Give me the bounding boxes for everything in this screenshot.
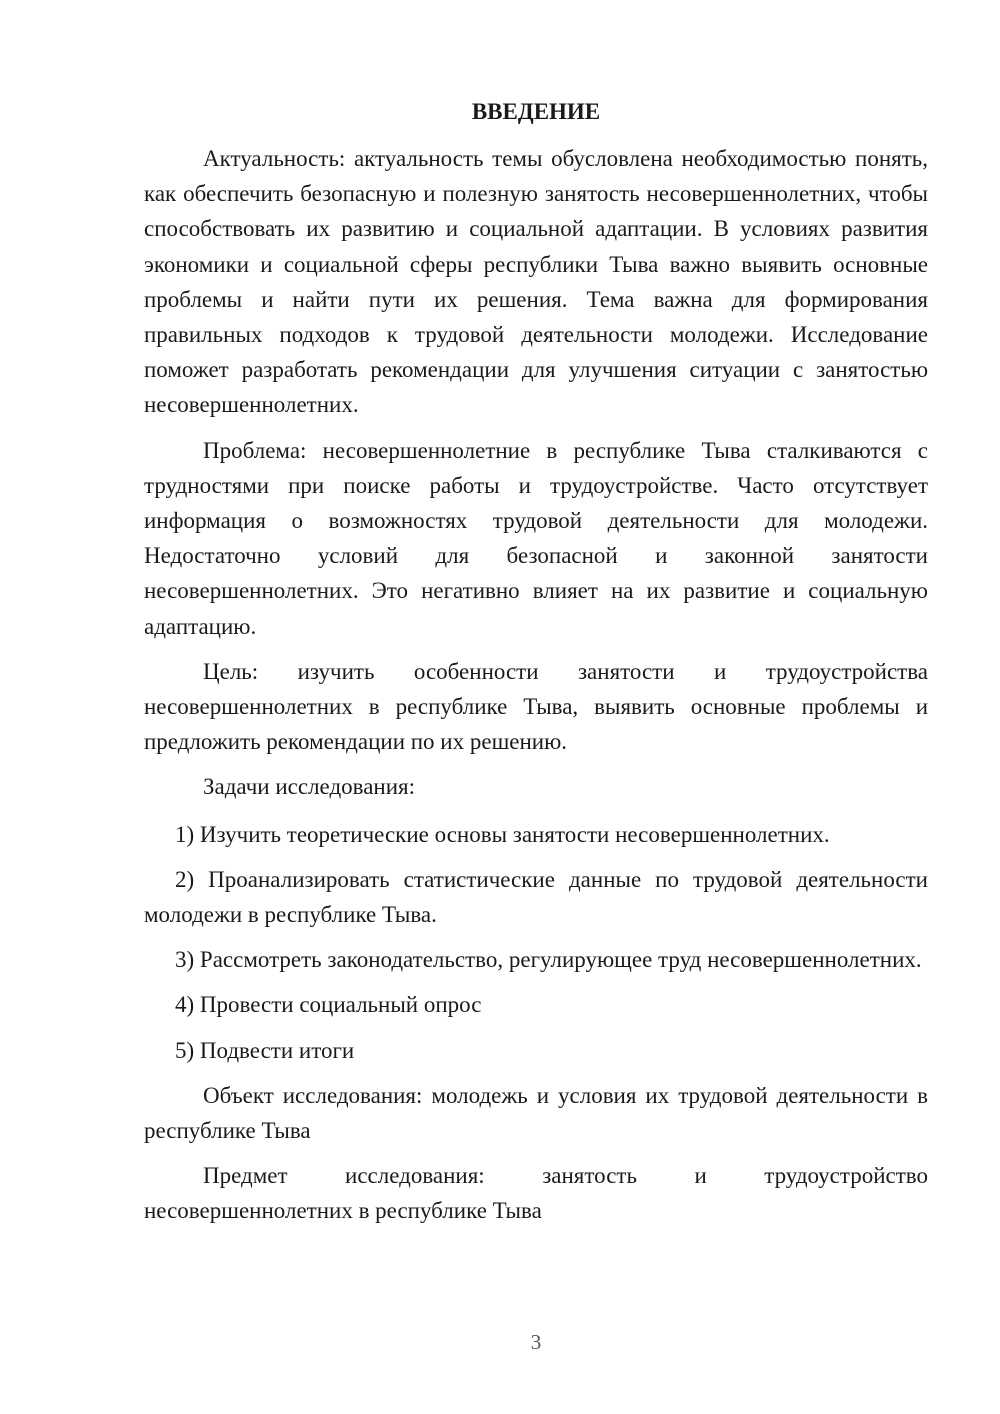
section-title: ВВЕДЕНИЕ [471,99,601,124]
task-item-3: 3) Рассмотреть законодательство, регулирующее труд несовершеннолетних. [175,947,922,973]
subject-paragraph: Предмет исследования: занятость и трудоустройство несовершеннолетних в республике Тыва [144,1163,928,1224]
goal-paragraph: Цель: изучить особенности занятости и трудоустройства несовершеннолетних в республике Тыва, выявить основные проблемы и предложить рекомендации по их решению. [144,658,928,755]
problem-paragraph: Проблема: несовершеннолетние в республике Тыва сталкиваются с трудностями при поиске работы и трудоустройстве. Часто отсутствует информация о возможностях трудовой деятельности для молодежи. Недостаточно условий для безопасной и законной занятости несовершеннолетних. Это негативно влияет на их развитие и социальную адаптацию. [144,437,928,639]
task-item-5: 5) Подвести итоги [175,1037,355,1063]
object-paragraph: Объект исследования: молодежь и условия их трудовой деятельности в республике Тыва [144,1082,928,1144]
task-item-4: 4) Провести социальный опрос [175,992,482,1018]
page-content [144,94,928,1239]
task-item-2: 2) Проанализировать статистические данные по трудовой деятельности молодежи в республике Тыва. [144,866,928,928]
page-number: 3 [530,1330,542,1354]
task-item-1: 1) Изучить теоретические основы занятости несовершеннолетних. [175,821,830,847]
relevance-paragraph: Актуальность: актуальность темы обусловлена необходимостью понять, как обеспечить безопасную и полезную занятость несовершеннолетних, чтобы способствовать их развитию и социальной адаптации. В условиях развития экономики и социальной сферы республики Тыва важно выявить основные проблемы и найти пути их решения. Тема важна для формирования правильных подходов к трудовой деятельности молодежи. Исследование поможет разработать рекомендации для улучшения ситуации с занятостью несовершеннолетних. [144,146,928,418]
tasks-heading: Задачи исследования: [203,774,416,800]
